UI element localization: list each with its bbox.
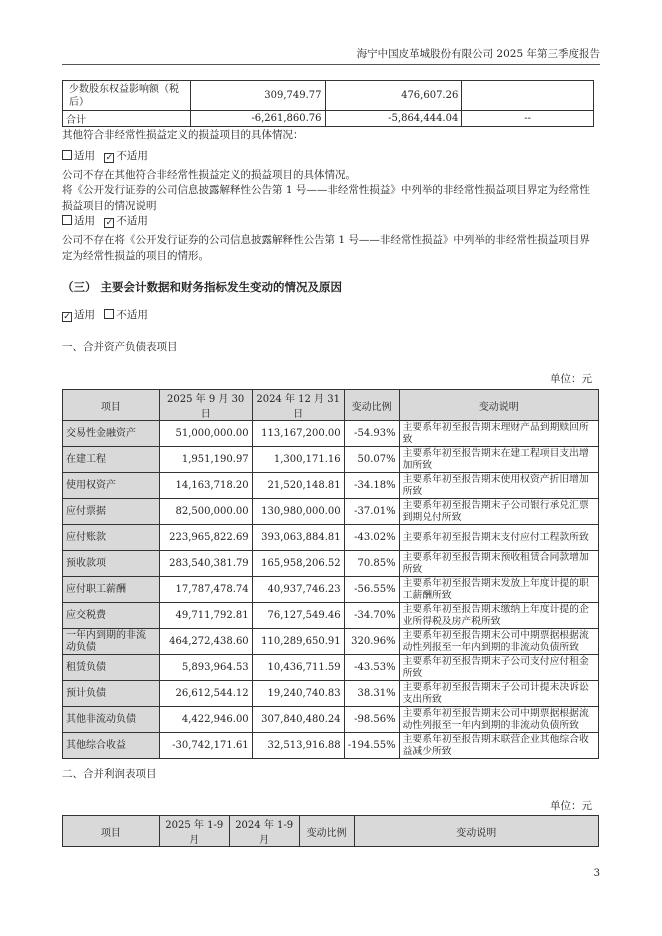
- cell-value: 21,520,148.81: [252, 473, 344, 499]
- table-row: [63, 733, 599, 759]
- checkbox-applicable[interactable]: ✓: [63, 312, 71, 322]
- table-row: [63, 681, 599, 707]
- change-description: 主要系年初至报告期末子公司支付应付租金所致: [399, 655, 598, 681]
- unit-label: 单位：元: [550, 373, 592, 385]
- cell-value: -5,864,444.04: [325, 111, 462, 127]
- change-ratio: -54.93%: [344, 421, 399, 447]
- row-label: 合计: [63, 111, 191, 127]
- change-ratio: 320.96%: [344, 629, 399, 655]
- row-label: 在建工程: [63, 447, 160, 473]
- table-row: [63, 473, 599, 499]
- column-header: 变动说明: [354, 816, 598, 847]
- cell-value: 49,711,792.81: [159, 603, 252, 629]
- row-label: 应付职工薪酬: [63, 577, 160, 603]
- row-label: 少数股东权益影响额（税后）: [63, 81, 191, 111]
- cell-value: 307,840,480.24: [252, 707, 344, 733]
- change-ratio: -98.56%: [344, 707, 399, 733]
- change-ratio: -34.18%: [344, 473, 399, 499]
- table-row: [63, 603, 599, 629]
- table-row: [63, 707, 599, 733]
- unit-label: 单位：元: [550, 800, 592, 812]
- column-header: 2025 年 1-9 月: [159, 816, 229, 847]
- cell-value: 1,951,190.97: [159, 447, 252, 473]
- cell-value: [462, 81, 594, 111]
- cell-value: 5,893,964.53: [159, 655, 252, 681]
- cell-value: 130,980,000.00: [252, 499, 344, 525]
- change-description: 主要系年初至报告期末在建工程项目支出增加所致: [399, 447, 598, 473]
- checkbox-label: 适用: [74, 150, 95, 162]
- cell-value: 165,958,206.52: [252, 551, 344, 577]
- table-row: [63, 421, 599, 447]
- table-row: [63, 111, 594, 127]
- checkbox-label: 不适用: [116, 309, 148, 321]
- table-header-row: [63, 816, 599, 847]
- section-heading: （三） 主要会计数据和财务指标发生变动的情况及原因: [62, 280, 343, 294]
- row-label: 使用权资产: [63, 473, 160, 499]
- cell-value: 309,749.77: [190, 81, 325, 111]
- cell-value: 76,127,549.46: [252, 603, 344, 629]
- row-label: 应付账款: [63, 525, 160, 551]
- column-header: 变动说明: [399, 390, 598, 421]
- cell-value: 51,000,000.00: [159, 421, 252, 447]
- balance-sheet-table: [62, 389, 599, 759]
- cell-value: -6,261,860.76: [190, 111, 325, 127]
- row-label: 应交税费: [63, 603, 160, 629]
- applicability-check-3: [62, 307, 602, 323]
- change-description: 主要系年初至报告期末公司中期票据根据流动性列报至一年内到期的非流动负债所致: [399, 629, 598, 655]
- cell-value: --: [462, 111, 594, 127]
- column-header: 2024 年 12 月 31 日: [252, 390, 344, 421]
- change-description: 主要系年初至报告期末联营企业其他综合收益减少所致: [399, 733, 598, 759]
- column-header: 2024 年 1-9 月: [229, 816, 299, 847]
- change-description: 主要系年初至报告期末预收租赁合同款增加所致: [399, 551, 598, 577]
- cell-value: 82,500,000.00: [159, 499, 252, 525]
- paragraph: 公司不存在将《公开发行证券的公司信息披露解释性公告第 1 号——非经常性损益》中列举的非经常性损益项目界定为经常性损益的项目的情形。: [62, 234, 590, 262]
- row-label: 交易性金融资产: [63, 421, 160, 447]
- column-header: 项目: [63, 816, 160, 847]
- row-label: 其他非流动负债: [63, 707, 160, 733]
- change-ratio: -34.70%: [344, 603, 399, 629]
- non-recurring-table: [62, 80, 594, 127]
- checkbox-label: 不适用: [116, 215, 148, 227]
- checkbox-applicable[interactable]: [62, 215, 72, 225]
- table-row: [63, 655, 599, 681]
- checkbox-applicable[interactable]: [62, 150, 72, 160]
- table-row: [63, 81, 594, 111]
- change-ratio: -37.01%: [344, 499, 399, 525]
- cell-value: 4,422,946.00: [159, 707, 252, 733]
- checkbox-not-applicable[interactable]: ✓: [105, 218, 114, 228]
- table-header-row: [63, 390, 599, 421]
- cell-value: -30,742,171.61: [159, 733, 252, 759]
- table-row: [63, 525, 599, 551]
- cell-value: 10,436,711.59: [252, 655, 344, 681]
- row-label: 预计负债: [63, 681, 160, 707]
- change-ratio: -56.55%: [344, 577, 399, 603]
- cell-value: 393,063,884.81: [252, 525, 344, 551]
- change-ratio: -194.55%: [344, 733, 399, 759]
- cell-value: 19,240,740.83: [252, 681, 344, 707]
- checkbox-not-applicable[interactable]: [104, 309, 114, 319]
- table-row: [63, 447, 599, 473]
- checkbox-label: 适用: [74, 309, 95, 321]
- paragraph: 将《公开发行证券的公司信息披露解释性公告第 1 号——非经常性损益》中列举的非经常性损益项目界定为经常性损益项目的情况说明: [62, 184, 590, 212]
- column-header: 变动比例: [299, 816, 354, 847]
- change-ratio: -43.53%: [344, 655, 399, 681]
- applicability-check-1: [62, 148, 602, 164]
- change-description: 主要系年初至报告期末公司中期票据根据流动性列报至一年内到期的非流动负债所致: [399, 707, 598, 733]
- cell-value: 113,167,200.00: [252, 421, 344, 447]
- change-description: 主要系年初至报告期末子公司银行承兑汇票到期兑付所致: [399, 499, 598, 525]
- change-description: 主要系年初至报告期末支付应付工程款所致: [399, 525, 598, 551]
- table-row: [63, 577, 599, 603]
- row-label: 预收款项: [63, 551, 160, 577]
- cell-value: 26,612,544.12: [159, 681, 252, 707]
- cell-value: 283,540,381.79: [159, 551, 252, 577]
- change-ratio: 38.31%: [344, 681, 399, 707]
- page-header: 海宁中国皮革城股份有限公司 2025 年第三季度报告: [62, 44, 600, 65]
- cell-value: 1,300,171.16: [252, 447, 344, 473]
- checkbox-label: 适用: [74, 215, 95, 227]
- change-ratio: 50.07%: [344, 447, 399, 473]
- table-row: [63, 551, 599, 577]
- change-description: 主要系年初至报告期末子公司计提未决诉讼支出所致: [399, 681, 598, 707]
- row-label: 其他综合收益: [63, 733, 160, 759]
- column-header: 项目: [63, 390, 160, 421]
- cell-value: 32,513,916.88: [252, 733, 344, 759]
- column-header: 变动比例: [344, 390, 399, 421]
- change-description: 主要系年初至报告期末使用权资产折旧增加所致: [399, 473, 598, 499]
- cell-value: 40,937,746.23: [252, 577, 344, 603]
- change-description: 主要系年初至报告期末缴纳上年度计提的企业所得税及房产税所致: [399, 603, 598, 629]
- paragraph: 其他符合非经常性损益定义的损益项目的具体情况：: [62, 129, 304, 141]
- checkbox-label: 不适用: [116, 150, 148, 162]
- change-description: 主要系年初至报告期末发放上年度计提的职工薪酬所致: [399, 577, 598, 603]
- page-number: 3: [593, 868, 600, 879]
- cell-value: 464,272,438.60: [159, 629, 252, 655]
- cell-value: 476,607.26: [325, 81, 462, 111]
- cell-value: 17,787,478.74: [159, 577, 252, 603]
- change-ratio: -43.02%: [344, 525, 399, 551]
- table-row: [63, 629, 599, 655]
- table-row: [63, 499, 599, 525]
- row-label: 租赁负债: [63, 655, 160, 681]
- subsection-title: 一、合并资产负债表项目: [62, 341, 178, 353]
- change-ratio: 70.85%: [344, 551, 399, 577]
- cell-value: 223,965,822.69: [159, 525, 252, 551]
- row-label: 一年内到期的非流动负债: [63, 629, 160, 655]
- cell-value: 110,289,650.91: [252, 629, 344, 655]
- change-description: 主要系年初至报告期末理财产品到期赎回所致: [399, 421, 598, 447]
- income-statement-table: [62, 815, 599, 847]
- column-header: 2025 年 9 月 30 日: [159, 390, 252, 421]
- applicability-check-2: [62, 213, 602, 229]
- paragraph: 公司不存在其他符合非经常性损益定义的损益项目的具体情况。: [62, 169, 356, 181]
- checkbox-not-applicable[interactable]: ✓: [105, 153, 114, 163]
- subsection-title: 二、合并利润表项目: [62, 768, 157, 780]
- table-body: [63, 421, 599, 759]
- cell-value: 14,163,718.20: [159, 473, 252, 499]
- row-label: 应付票据: [63, 499, 160, 525]
